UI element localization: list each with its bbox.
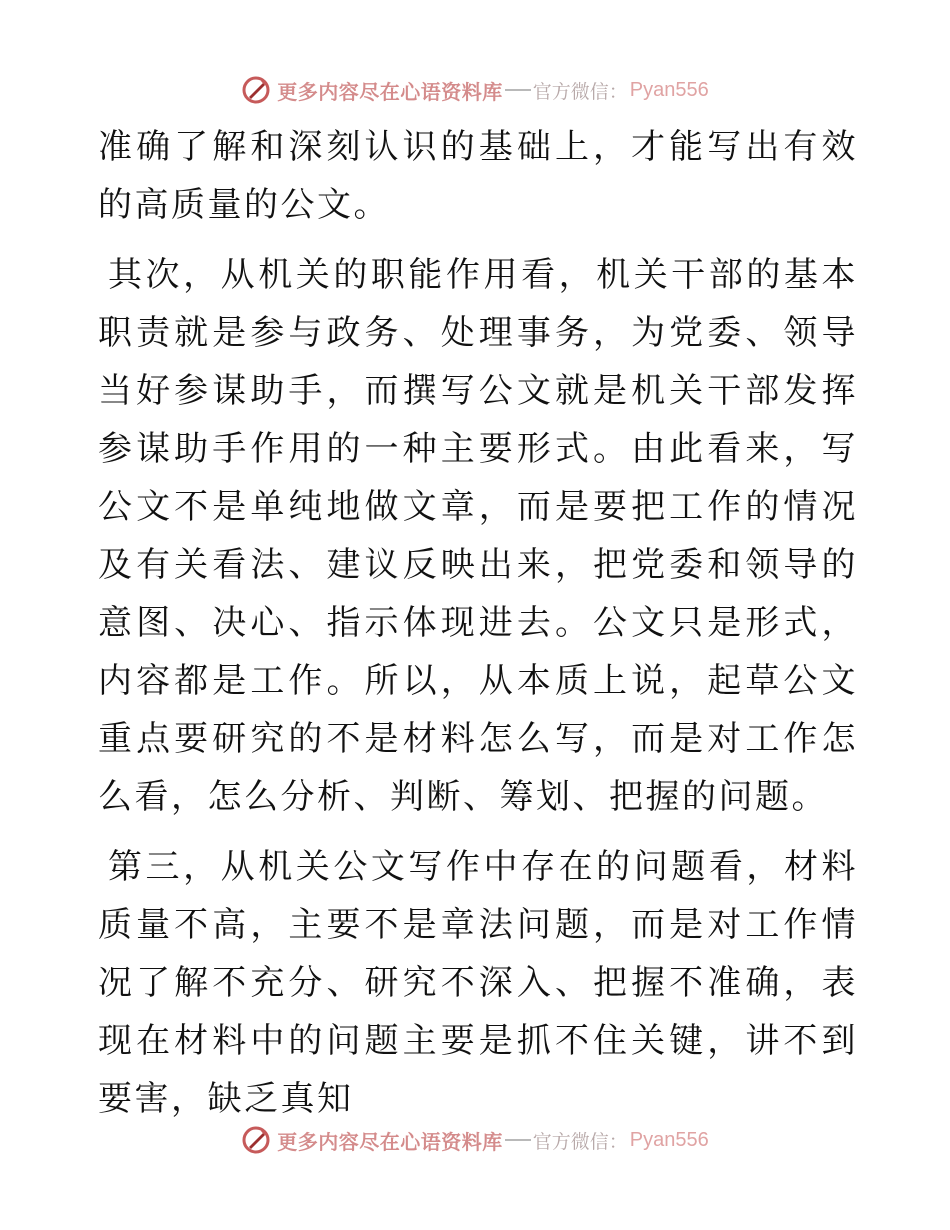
paragraph-continuation: 准确了解和深刻认识的基础上，才能写出有效的高质量的公文。: [98, 127, 858, 225]
wechat-label: 官方微信：: [532, 80, 628, 103]
watermark-text: 更多内容尽在心语资料库: [277, 79, 503, 104]
watermark-divider: [505, 89, 531, 91]
footer-watermark: [0, 1120, 950, 1160]
document-body: [98, 118, 858, 1128]
watermark-text: 更多内容尽在心语资料库: [277, 1129, 503, 1154]
quill-logo-icon: [241, 75, 271, 105]
paragraph-second: 其次，从机关的职能作用看，机关干部的基本职责就是参与政务、处理事务，为党委、领导当好参谋助手，而撰写公文就是机关干部发挥参谋助手作用的一种主要形式。由此看来，写公文不是单纯地做文章，而是要把工作的情况及有关看法、建议反映出来，把党委和领导的意图、决心、指示体现进去。公文只是形式，内容都是工作。所以，从本质上说，起草公文重点要研究的不是材料怎么写，而是对工作怎么看，怎么分析、判断、筹划、把握的问题。: [98, 255, 858, 817]
paragraph-third: 第三，从机关公文写作中存在的问题看，材料质量不高，主要不是章法问题，而是对工作情况了解不充分、研究不深入、把握不准确，表现在材料中的问题主要是抓不住关键，讲不到要害，缺乏真知: [98, 847, 858, 1119]
wechat-label: 官方微信：: [532, 1130, 628, 1153]
wechat-id: Pyan556: [629, 1128, 709, 1151]
quill-logo-icon: [241, 1125, 271, 1155]
watermark-divider: [505, 1139, 531, 1141]
header-watermark: [0, 70, 950, 110]
wechat-id: Pyan556: [629, 78, 709, 101]
